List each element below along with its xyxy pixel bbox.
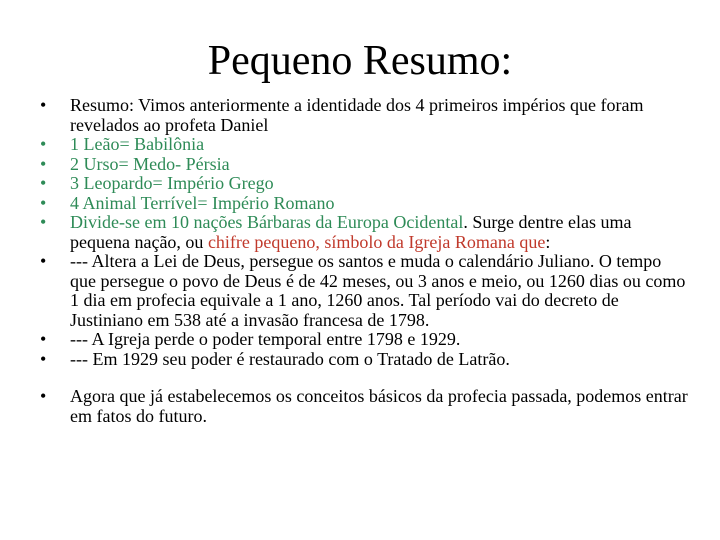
- bullet-item-leopardo: [40, 174, 688, 194]
- bullet-item-resumo: [40, 96, 688, 135]
- bullet-text: Resumo: Vimos anteriormente a identidade dos 4 primeiros impérios que foram revelados ao profeta Daniel: [70, 95, 644, 135]
- bullet-item-agora: [40, 387, 688, 426]
- bullet-icon: •: [40, 251, 47, 271]
- bullet-text-green: Divide-se em 10 nações Bárbaras da Europa Ocidental: [70, 212, 464, 232]
- bullet-icon: •: [40, 212, 47, 232]
- bullet-item-leao: [40, 135, 688, 155]
- bullet-text: 1 Leão= Babilônia: [70, 134, 205, 154]
- bullet-icon: •: [40, 348, 47, 369]
- bullet-icon: •: [40, 192, 47, 213]
- bullet-item-urso: [40, 155, 688, 175]
- slide-title: Pequeno Resumo:: [207, 38, 513, 84]
- bullet-icon: •: [40, 386, 47, 406]
- bullet-item-restaurado: [40, 350, 688, 370]
- bullet-text: :: [545, 231, 551, 252]
- bullet-text-red: chifre pequeno, símbolo da Igreja Romana que: [207, 231, 546, 252]
- bullet-list: [40, 96, 688, 426]
- bullet-text: 2 Urso= Medo- Pérsia: [70, 153, 230, 174]
- bullet-item-divide-se: [40, 213, 688, 252]
- bullet-text: . Surge dentre elas uma pequena nação, ou: [70, 212, 632, 252]
- bullet-text: Agora que já estabelecemos os conceitos básicos da profecia passada, podemos entrar em fatos do futuro.: [70, 386, 688, 426]
- bullet-icon: •: [40, 153, 47, 174]
- bullet-item-animal-terrivel: [40, 194, 688, 214]
- bullet-item-perde-poder: [40, 330, 688, 350]
- bullet-text: --- Altera a Lei de Deus, persegue os santos e muda o calendário Juliano. O tempo que persegue o povo de Deus é de 42 meses, ou 3 anos e meio, ou 1260 dias ou como 1 dia em profecia equivale a 1 ano, 1260 anos. Tal período vai do decreto de Justiniano em 538 até a invasão francesa de 1798.: [70, 251, 686, 330]
- bullet-text: --- A Igreja perde o poder temporal entre 1798 e 1929.: [70, 329, 461, 349]
- bullet-icon: •: [40, 134, 47, 154]
- bullet-icon: •: [40, 95, 47, 115]
- bullet-text: 3 Leopardo= Império Grego: [70, 173, 274, 193]
- spacer: [40, 369, 688, 387]
- bullet-text: 4 Animal Terrível= Império Romano: [70, 192, 335, 213]
- bullet-text: --- Em 1929 seu poder é restaurado com o Tratado de Latrão.: [70, 348, 510, 369]
- bullet-icon: •: [40, 329, 47, 349]
- bullet-item-altera: [40, 252, 688, 330]
- bullet-icon: •: [40, 173, 47, 193]
